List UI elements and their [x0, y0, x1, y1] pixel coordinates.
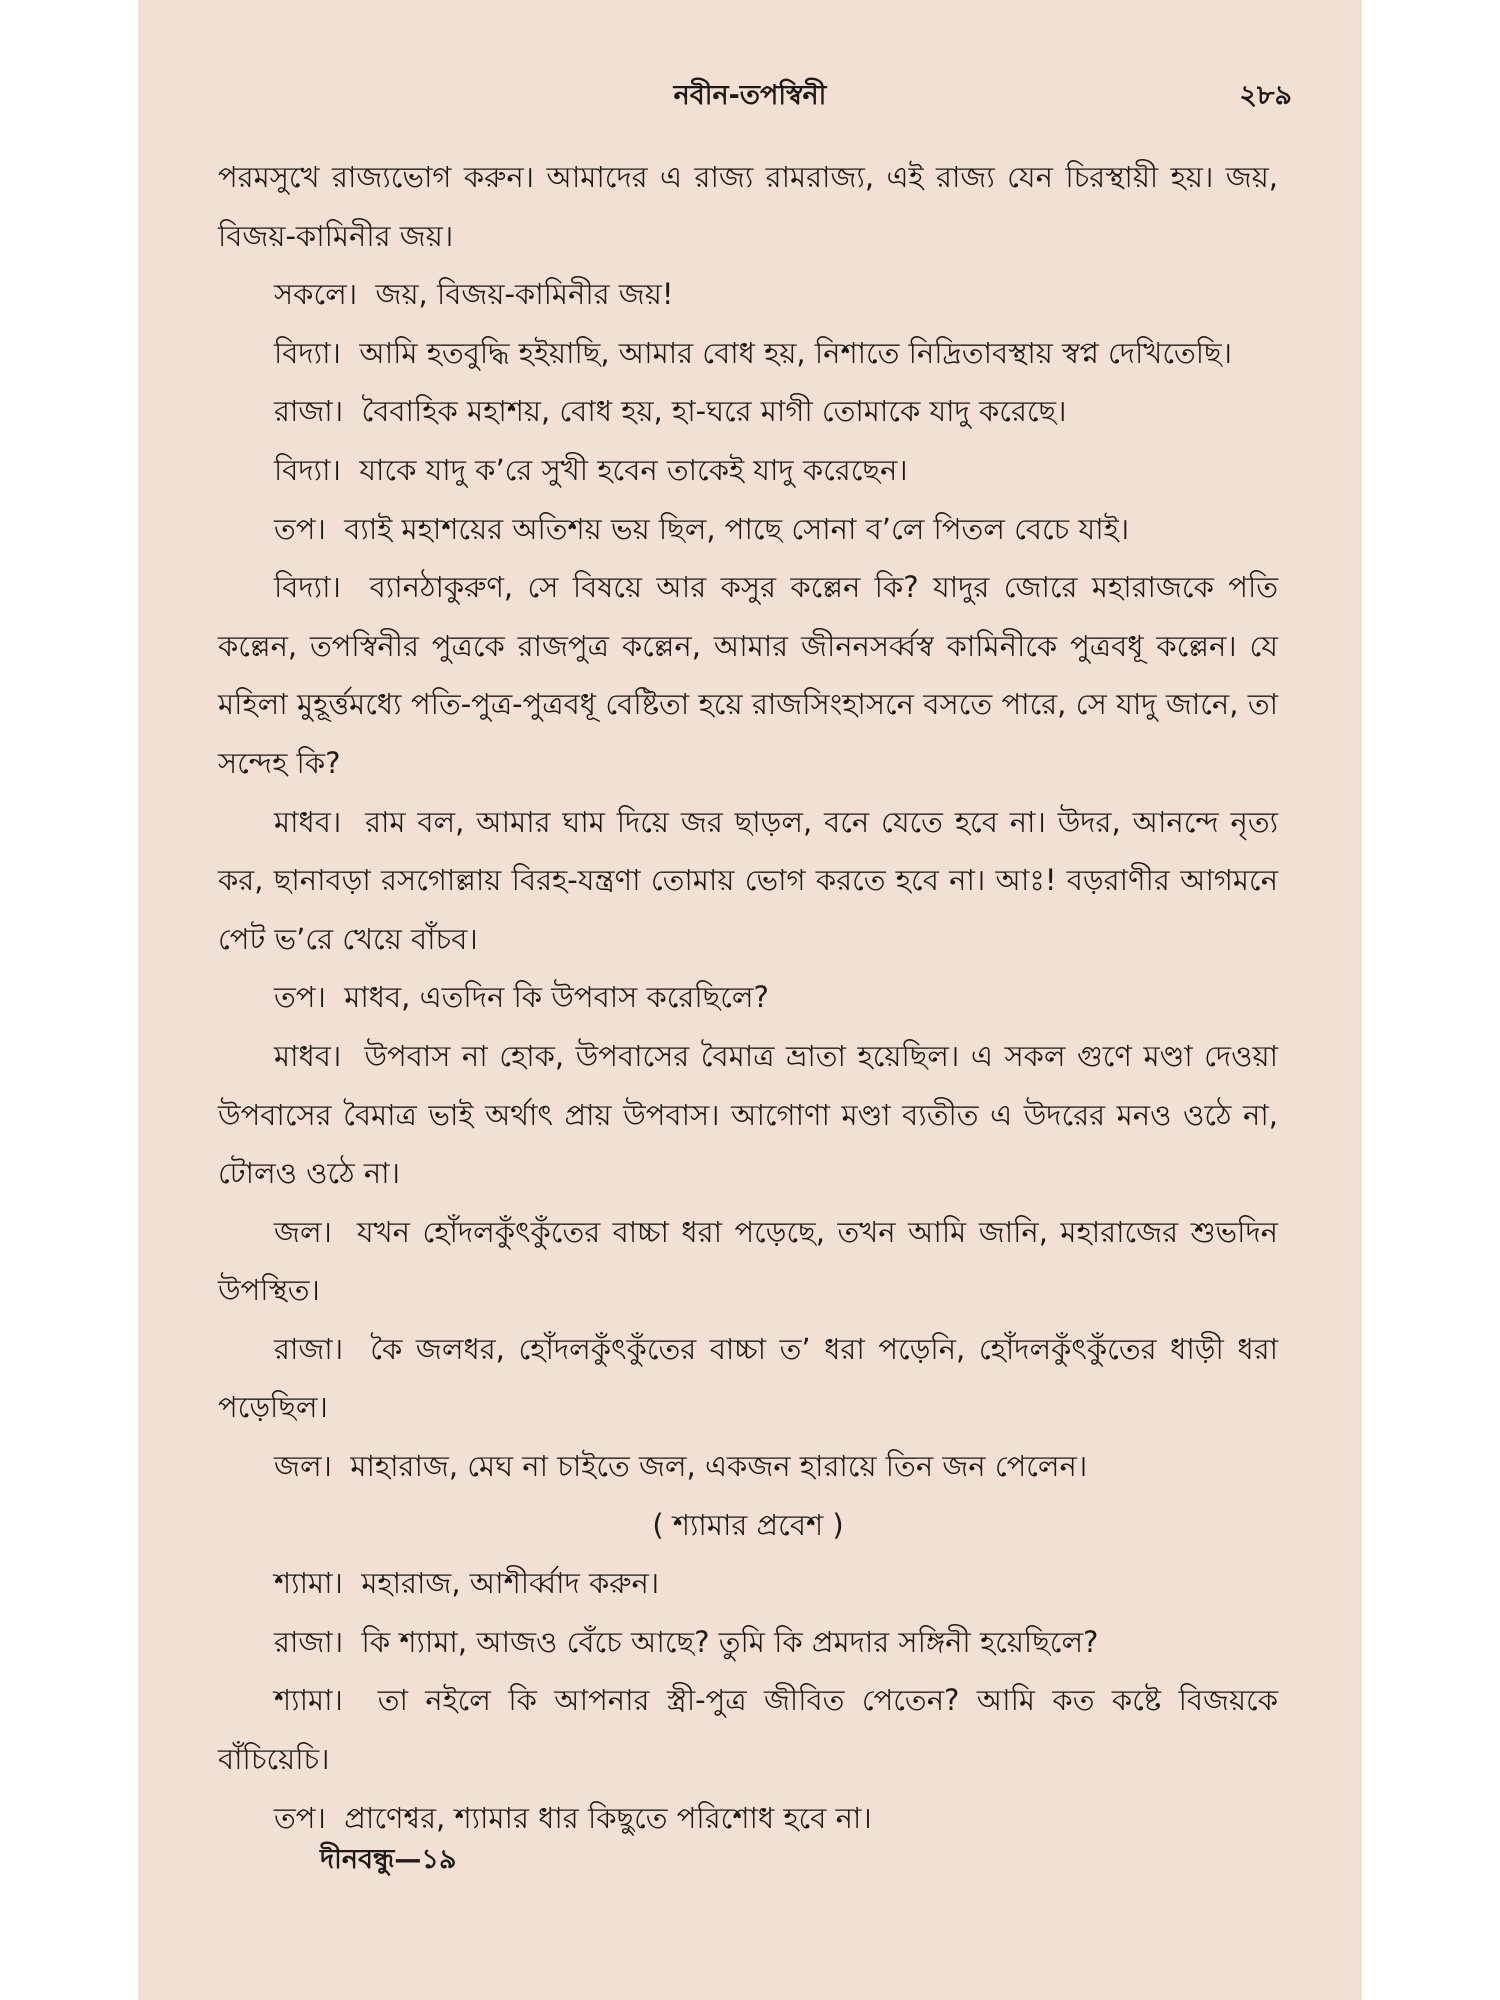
- dialogue-line: [218, 558, 1278, 792]
- speaker-name: সকলে।: [274, 277, 358, 312]
- dialogue-text: ব্যানঠাকুরুণ, সে বিষয়ে আর কসুর কল্লেন কি? যাদুর জোরে মহারাজকে পতি কল্লেন, তপস্বিনীর পুত্রকে রাজপুত্র কল্লেন, আমার জীননসর্ব্বস্ব কামিনীকে পুত্রবধূ কল্লেন। যে মহিলা মুহূর্ত্তমধ্যে পতি-পুত্র-পুত্রবধূ বেষ্টিতা হয়ে রাজসিংহাসনে বসতে পারে, সে যাদু জানে, তা সন্দেহ কি?: [218, 570, 1278, 780]
- dialogue-text: মাধব, এতদিন কি উপবাস করেছিলে?: [344, 980, 769, 1015]
- dialogue-line: [218, 1554, 1278, 1613]
- paragraph-continued: [218, 148, 1278, 265]
- dialogue-text: মহারাজ, আশীর্ব্বাদ করুন।: [361, 1566, 660, 1601]
- dialogue-line: [218, 1671, 1278, 1788]
- dialogue-line: [218, 968, 1278, 1027]
- speaker-name: তপ।: [274, 511, 326, 546]
- dialogue-text: কৈ জলধর, হোঁদলকুঁৎকুঁতের বাচ্চা ত’ ধরা পড়েনি, হোঁদলকুঁৎকুঁতের ধাড়ী ধরা পড়েছিল।: [218, 1331, 1279, 1425]
- dialogue-line: [218, 1789, 1278, 1848]
- dialogue-line: [218, 500, 1278, 559]
- dialogue-text: জয়, বিজয়-কামিনীর জয়!: [375, 277, 674, 312]
- dialogue-text: ব্যাই মহাশয়ের অতিশয় ভয় ছিল, পাছে সোনা ব’লে পিতল বেচে যাই।: [344, 511, 1130, 546]
- speaker-name: মাধব।: [274, 804, 342, 839]
- book-page: [138, 0, 1362, 2000]
- dialogue-text: কি শ্যামা, আজও বেঁচে আছে? তুমি কি প্রমদার সঙ্গিনী হয়েছিলে?: [361, 1624, 1099, 1659]
- speaker-name: শ্যামা।: [274, 1683, 343, 1718]
- speaker-name: রাজা।: [274, 1331, 344, 1366]
- speaker-name: তপ।: [274, 980, 326, 1015]
- dialogue-line: [218, 441, 1278, 500]
- dialogue-line: [218, 1203, 1278, 1320]
- page-number: ২৮৯: [1239, 80, 1292, 111]
- dialogue-line: [218, 1320, 1278, 1437]
- dialogue-line: [218, 1613, 1278, 1672]
- speaker-name: রাজা।: [274, 394, 344, 429]
- dialogue-text: উপবাস না হোক, উপবাসের বৈমাত্র ভ্রাতা হয়েছিল। এ সকল গুণে মণ্ডা দেওয়া উপবাসের বৈমাত্র ভাই অর্থাৎ প্রায় উপবাস। আগোণা মণ্ডা ব্যতীত এ উদরের মনও ওঠে না, টোলও ওঠে না।: [218, 1038, 1279, 1191]
- page-text: [218, 148, 1278, 1847]
- dialogue-line: [218, 1437, 1278, 1496]
- paragraph-text: পরমসুখে রাজ্যভোগ করুন। আমাদের এ রাজ্য রামরাজ্য, এই রাজ্য যেন চিরস্থায়ী হয়। জয়, বিজয়-কামিনীর জয়।: [218, 160, 1278, 253]
- dialogue-line: [218, 1027, 1278, 1203]
- dialogue-line: [218, 382, 1278, 441]
- page-footer-signature: দীনবন্ধু—১৯: [320, 1844, 457, 1875]
- dialogue-text: যখন হোঁদলকুঁৎকুঁতের বাচ্চা ধরা পড়েছে, তখন আমি জানি, মহারাজের শুভদিন উপস্থিত।: [218, 1214, 1278, 1308]
- dialogue-line: [218, 793, 1278, 969]
- dialogue-text: বৈবাহিক মহাশয়, বোধ হয়, হা-ঘরে মাগী তোমাকে যাদু করেছে।: [361, 394, 1067, 429]
- dialogue-text: তা নইলে কি আপনার স্ত্রী-পুত্র জীবিত পেতেন? আমি কত কষ্টে বিজয়কে বাঁচিয়েচি।: [218, 1683, 1279, 1777]
- speaker-name: শ্যামা।: [274, 1566, 343, 1601]
- dialogue-text: রাম বল, আমার ঘাম দিয়ে জর ছাড়ল, বনে যেতে হবে না। উদর, আনন্দে নৃত্য কর, ছানাবড়া রসগোল্লায় বিরহ-যন্ত্রণা তোমায় ভোগ করতে হবে না। আঃ! বড়রাণীর আগমনে পেট ভ’রে খেয়ে বাঁচব।: [218, 804, 1279, 956]
- speaker-name: মাধব।: [274, 1038, 342, 1073]
- dialogue-line: [218, 324, 1278, 383]
- speaker-name: বিদ্যা।: [274, 335, 341, 370]
- dialogue-text: মাহারাজ, মেঘ না চাইতে জল, একজন হারায়ে তিন জন পেলেন।: [350, 1449, 1088, 1484]
- speaker-name: রাজা।: [274, 1624, 344, 1659]
- page-header: [138, 76, 1362, 116]
- speaker-name: জল।: [274, 1449, 332, 1484]
- speaker-name: জল।: [274, 1214, 332, 1249]
- dialogue-text: যাকে যাদু ক’রে সুখী হবেন তাকেই যাদু করেছেন।: [359, 452, 908, 487]
- speaker-name: বিদ্যা।: [274, 570, 341, 605]
- speaker-name: তপ।: [274, 1800, 326, 1835]
- dialogue-text: প্রাণেশ্বর, শ্যামার ধার কিছুতে পরিশোধ হবে না।: [344, 1800, 872, 1835]
- dialogue-text: আমি হতবুদ্ধি হইয়াছি, আমার বোধ হয়, নিশাতে নিদ্রিতাবস্থায় স্বপ্ন দেখিতেছি।: [359, 335, 1232, 370]
- running-title: নবীন-তপস্বিনী: [673, 80, 827, 111]
- dialogue-line: [218, 265, 1278, 324]
- speaker-name: বিদ্যা।: [274, 452, 341, 487]
- stage-direction: ( শ্যামার প্রবেশ ): [652, 1507, 844, 1542]
